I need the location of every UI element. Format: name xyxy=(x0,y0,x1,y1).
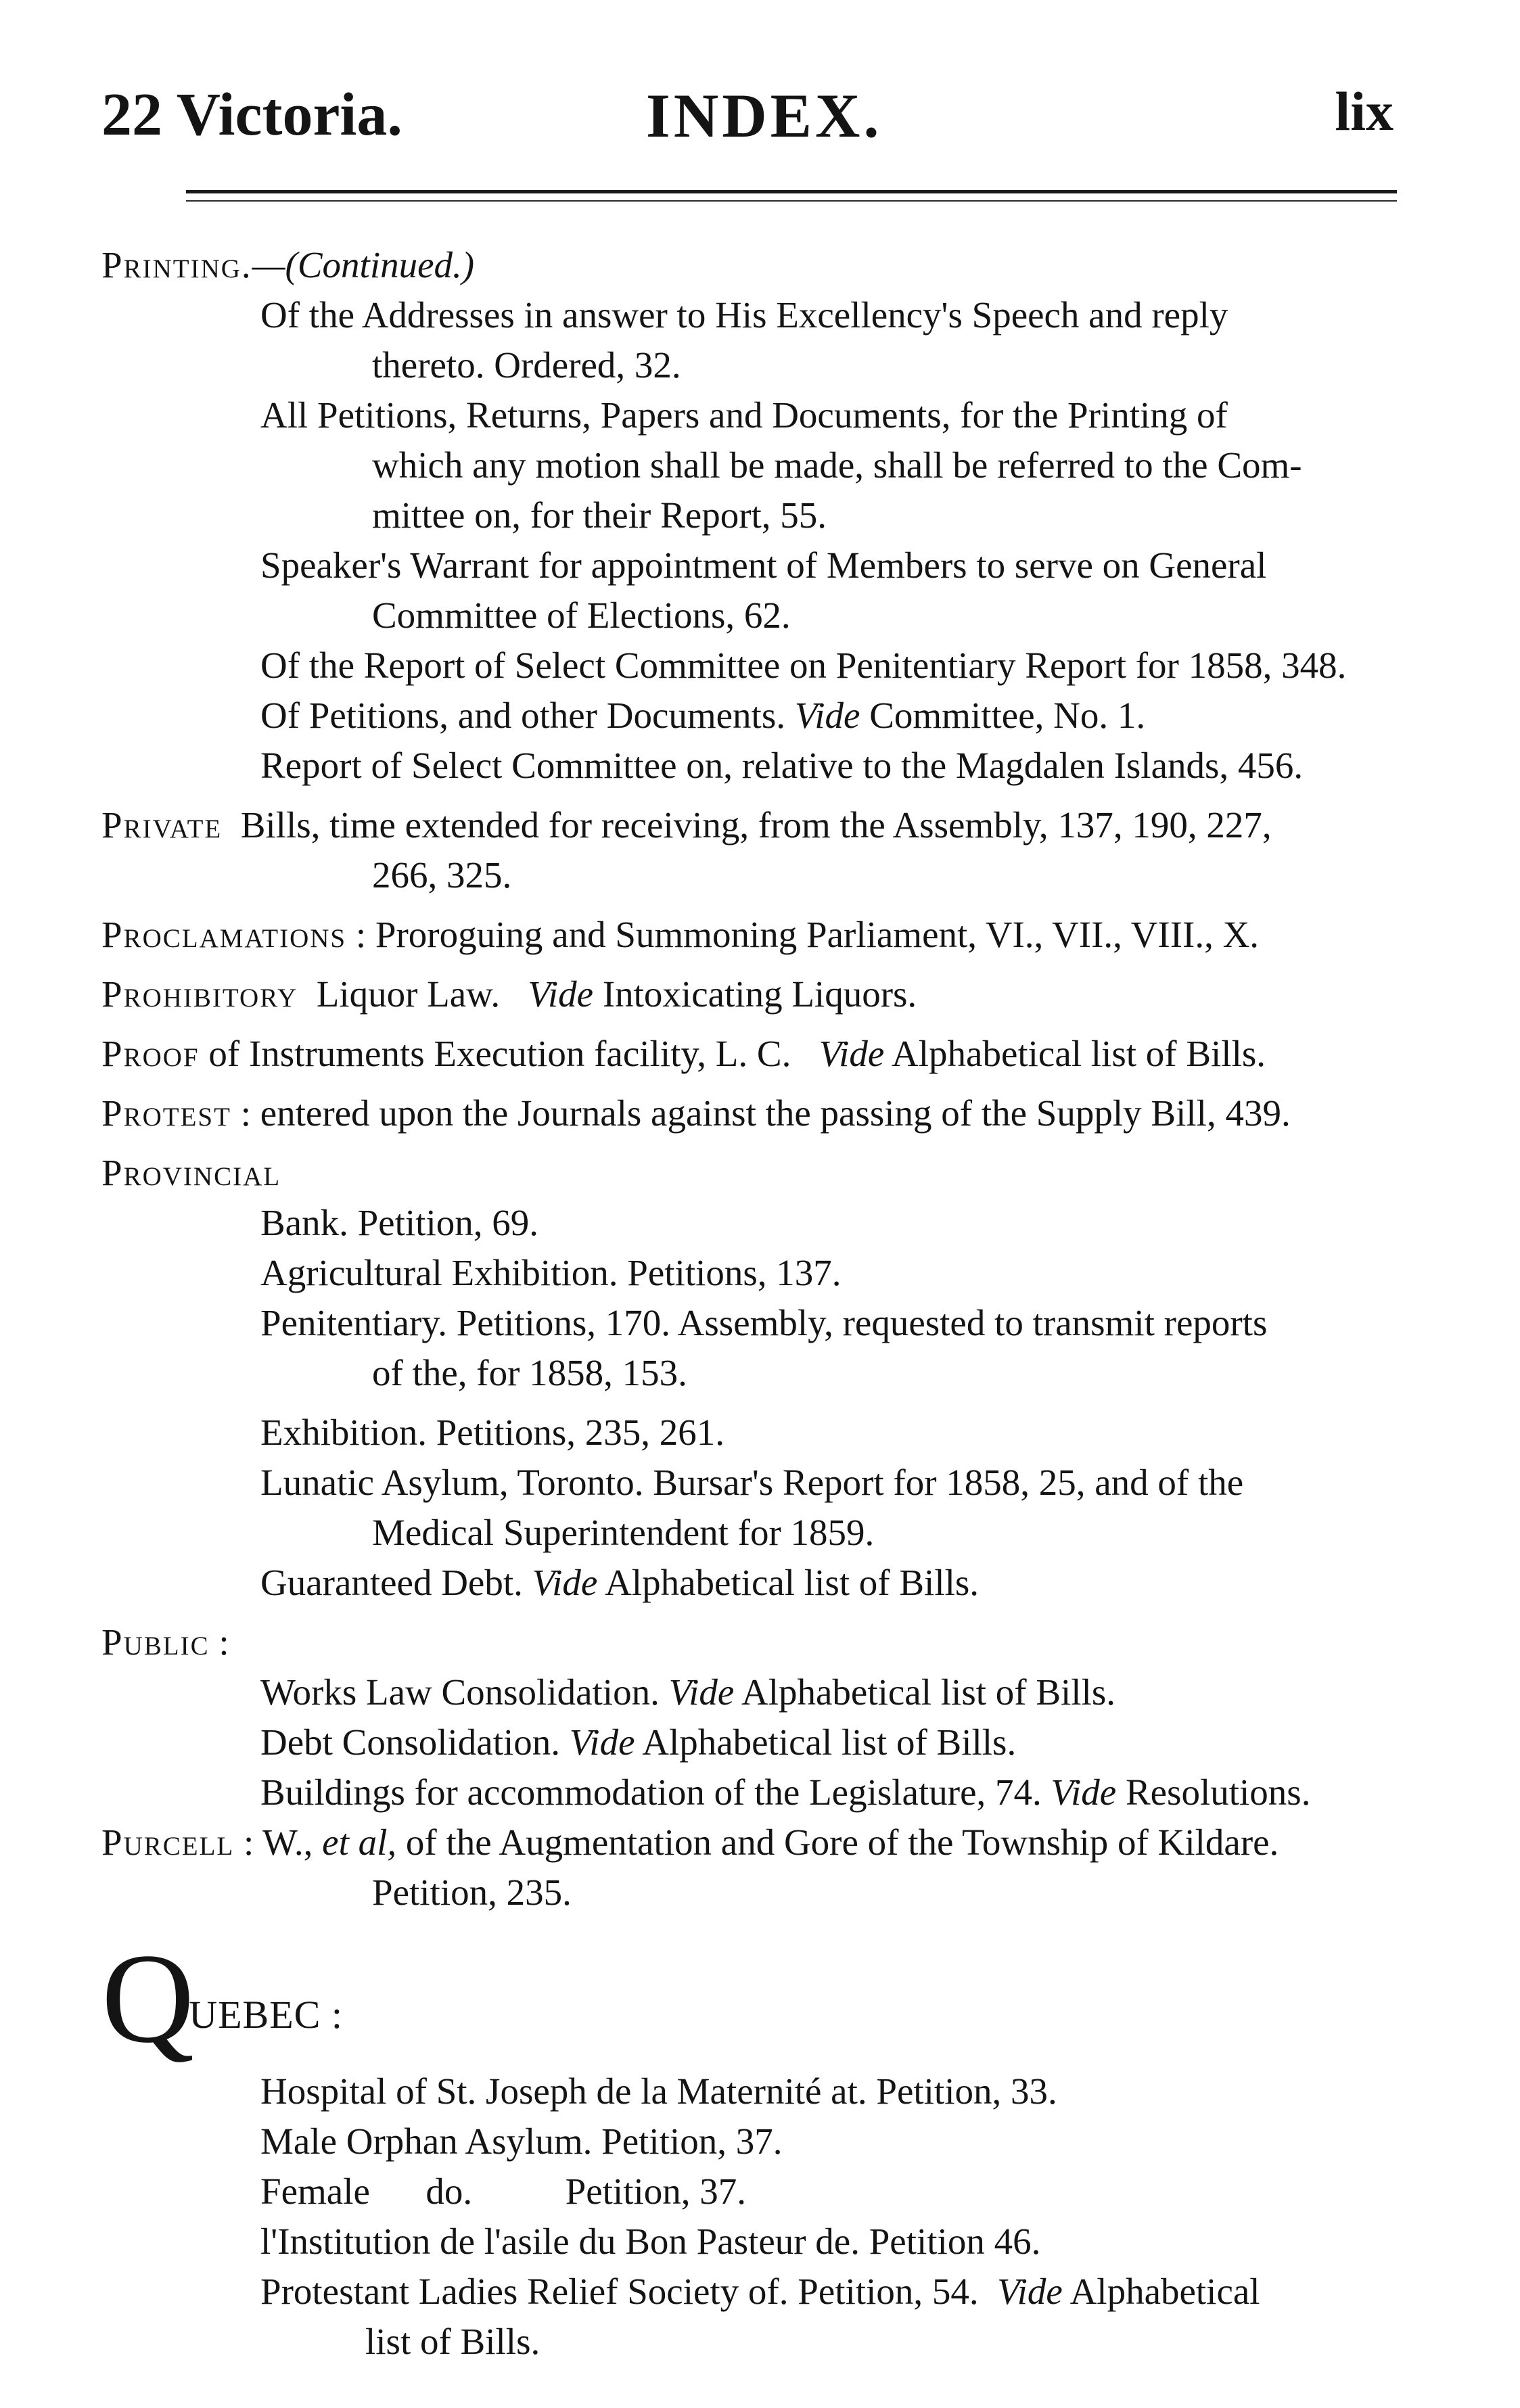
entry-line: Female do. Petition, 37. xyxy=(260,2171,747,2212)
entry-line: Of the Addresses in answer to His Excellency's Speech and reply xyxy=(260,294,1228,335)
entry-line: thereto. Ordered, 32. xyxy=(372,344,681,386)
continued-note: —(Continued.) xyxy=(252,244,475,285)
header-title: INDEX. xyxy=(646,81,883,150)
entry-line: Buildings for accommodation of the Legislature, 74. Vide Resolutions. xyxy=(260,1772,1311,1813)
entry-line: list of Bills. xyxy=(365,2321,540,2362)
entry-protest: Protest : entered upon the Journals against the passing of the Supply Bill, 439. xyxy=(101,1092,1291,1134)
entry-quebec xyxy=(101,1928,1407,2367)
entry-public: Public : Works Law Consolidation. Vide Alphabetical list of Bills. Debt Consolidation. Vide Alphabetical list of Bills. Buildings for accommodation of the Legislature, 74. Vide Resolutions. xyxy=(101,1617,1407,1817)
vide-ref: Vide xyxy=(819,1033,885,1074)
entry-line: 266, 325. xyxy=(372,854,512,896)
entry-line: Committee of Elections, 62. xyxy=(372,595,791,636)
entry-printing xyxy=(101,240,1407,791)
entry-line: Penitentiary. Petitions, 170. Assembly, requested to transmit reports xyxy=(260,1302,1268,1343)
entry-proof: Proof of Instruments Execution facility, L. C. Vide Alphabetical list of Bills. xyxy=(101,1033,1266,1074)
entry-provincial xyxy=(101,1148,1407,1608)
entry-line: Exhibition. Petitions, 235, 261. xyxy=(260,1412,724,1453)
entry-line: All Petitions, Returns, Papers and Documents, for the Printing of xyxy=(260,394,1228,436)
entry-line: Of Petitions, and other Documents. Vide Committee, No. 1. xyxy=(260,695,1146,736)
vide-ref: Vide xyxy=(569,1721,635,1763)
entry-line: l'Institution de l'asile du Bon Pasteur de. Petition 46. xyxy=(260,2221,1041,2262)
entry-heading: Public xyxy=(101,1621,210,1663)
header-rule-thick xyxy=(186,190,1397,193)
drop-cap-q: Q xyxy=(101,1928,195,2070)
entry-heading: Purcell xyxy=(101,1822,235,1863)
entry-proclamations: Proclamations : Proroguing and Summoning Parliament, VI., VII., VIII., X. xyxy=(101,914,1260,955)
entry-heading: UEBEC : xyxy=(189,1993,343,2037)
entry-line: Of the Report of Select Committee on Penitentiary Report for 1858, 348. xyxy=(260,645,1347,686)
vide-ref: Vide xyxy=(1051,1772,1117,1813)
index-body xyxy=(101,240,1407,1918)
entry-line: Medical Superintendent for 1859. xyxy=(372,1512,875,1553)
entry-purcell: Purcell : W., et al, of the Augmentation and Gore of the Township of Kildare. Petition, 235. xyxy=(101,1817,1407,1918)
entry-line: Lunatic Asylum, Toronto. Bursar's Report for 1858, 25, and of the xyxy=(260,1462,1244,1503)
entry-line: mittee on, for their Report, 55. xyxy=(372,494,827,536)
entry-private: Private Bills, time extended for receiving, from the Assembly, 137, 190, 227, 266, 325. xyxy=(101,800,1407,900)
entry-line: Speaker's Warrant for appointment of Members to serve on General xyxy=(260,545,1267,586)
entry-heading: Private xyxy=(101,804,223,846)
entry-line: Protestant Ladies Relief Society of. Petition, 54. Vide Alphabetical xyxy=(260,2271,1260,2312)
entry-line: Male Orphan Asylum. Petition, 37. xyxy=(260,2121,783,2162)
entry-line: Guaranteed Debt. Vide Alphabetical list of Bills. xyxy=(260,1562,980,1603)
entry-line: Agricultural Exhibition. Petitions, 137. xyxy=(260,1252,842,1293)
entry-heading: Printing. xyxy=(101,244,252,285)
vide-ref: Vide xyxy=(528,973,594,1015)
entry-heading: Prohibitory xyxy=(101,973,298,1015)
header-session: 22 Victoria. xyxy=(101,81,402,148)
vide-ref: Vide xyxy=(532,1562,598,1603)
entry-heading: Proclamations xyxy=(101,914,347,955)
entry-line: Debt Consolidation. Vide Alphabetical list of Bills. xyxy=(260,1721,1017,1763)
page-header xyxy=(101,80,1394,154)
entry-line: of the, for 1858, 153. xyxy=(372,1352,687,1393)
vide-ref: Vide xyxy=(668,1671,735,1713)
entry-line: Hospital of St. Joseph de la Maternité at. Petition, 33. xyxy=(260,2070,1057,2112)
vide-ref: Vide xyxy=(794,695,860,736)
entry-line: Bank. Petition, 69. xyxy=(260,1202,538,1243)
entry-heading: Provincial xyxy=(101,1152,281,1193)
header-page-number: lix xyxy=(1335,80,1394,142)
entry-prohibitory: Prohibitory Liquor Law. Vide Intoxicating Liquors. xyxy=(101,973,917,1015)
entry-line: Report of Select Committee on, relative to the Magdalen Islands, 456. xyxy=(260,745,1304,786)
entry-line: which any motion shall be made, shall be referred to the Com- xyxy=(372,444,1302,486)
header-rule-thin xyxy=(186,200,1397,202)
entry-line: Works Law Consolidation. Vide Alphabetical list of Bills. xyxy=(260,1671,1115,1713)
vide-ref: Vide xyxy=(997,2271,1063,2312)
entry-heading: Protest xyxy=(101,1092,231,1134)
entry-line: Petition, 235. xyxy=(372,1872,572,1913)
entry-heading: Proof xyxy=(101,1033,200,1074)
